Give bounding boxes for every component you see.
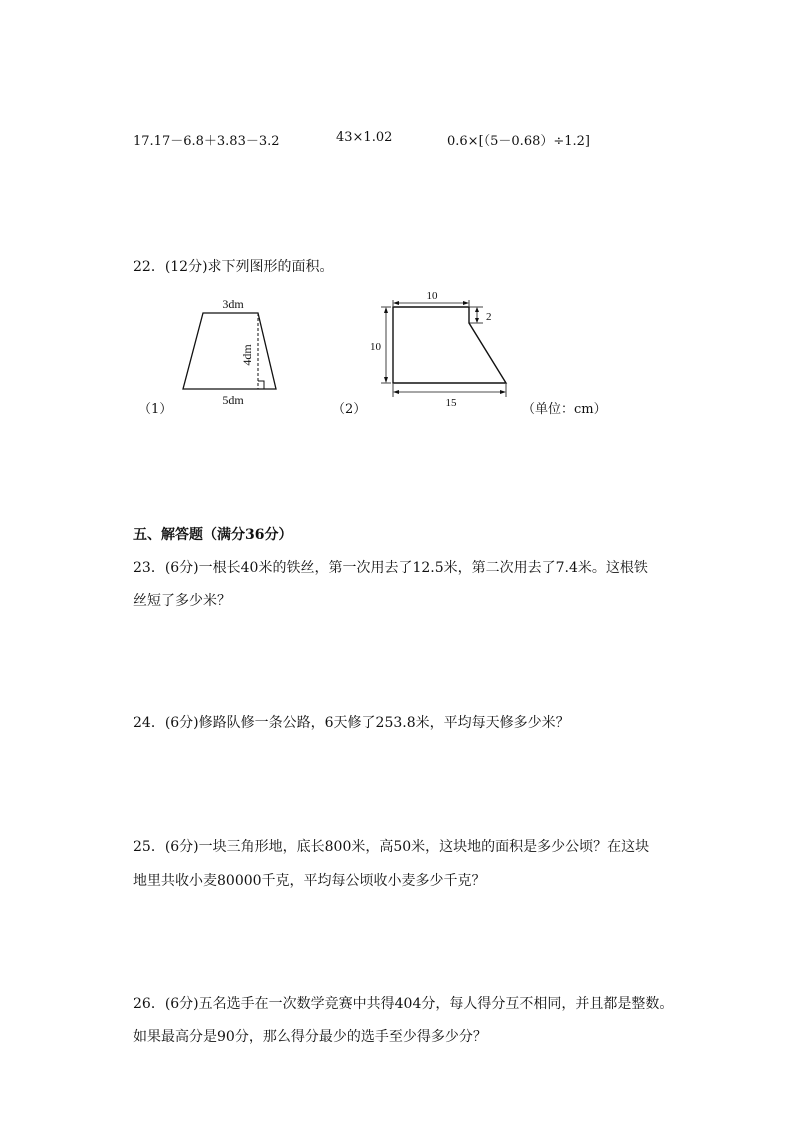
calc-problem-2: 43×1.02: [336, 130, 393, 145]
calc-problem-3: 0.6×[（5－0.68）÷1.2]: [447, 134, 590, 149]
notch-dimension-label: 2: [486, 311, 492, 323]
question-25-line2: 地里共收小麦80000千克，平均每公顷收小麦多少千克？: [133, 873, 486, 889]
figure-2-label: （2）: [332, 402, 367, 417]
question-26-line1: 26．(6分)五名选手在一次数学竞赛中共得404分，每人得分互不相同，并且都是整数。: [133, 996, 674, 1012]
top-dimension-label: 10: [426, 290, 438, 302]
trapezoid-top-label: 3dm: [222, 297, 244, 311]
right-angle-mark: [258, 381, 264, 389]
trapezoid-shape: [183, 313, 276, 389]
section-5-title: 五、解答题（满分36分）: [133, 527, 293, 543]
trapezoid-figure: [175, 295, 290, 410]
question-23-line1: 23．(6分)一根长40米的铁丝，第一次用去了12.5米，第二次用去了7.4米。这根铁: [133, 560, 648, 576]
figure-1-label: （1）: [138, 402, 173, 417]
composite-figure: [365, 285, 515, 410]
left-dimension-label: 10: [370, 341, 381, 353]
question-23-line2: 丝短了多少米？: [133, 593, 231, 609]
trapezoid-bottom-label: 5dm: [222, 393, 244, 407]
calc-problem-1: 17.17－6.8＋3.83－3.2: [133, 134, 280, 149]
question-24-line1: 24．(6分)修路队修一条公路，6天修了253.8米，平均每天修多少米？: [133, 715, 570, 731]
bottom-dimension-label: 15: [445, 397, 457, 409]
question-26-line2: 如果最高分是90分，那么得分最少的选手至少得多少分？: [133, 1029, 487, 1045]
unit-label: （单位：cm）: [522, 402, 607, 417]
question-25-line1: 25．(6分)一块三角形地，底长800米，高50米，这块地的面积是多少公顷？在这块: [133, 839, 650, 855]
trapezoid-height-label: 4dm: [240, 344, 254, 366]
question-22-text: 22．(12分)求下列图形的面积。: [133, 259, 334, 275]
